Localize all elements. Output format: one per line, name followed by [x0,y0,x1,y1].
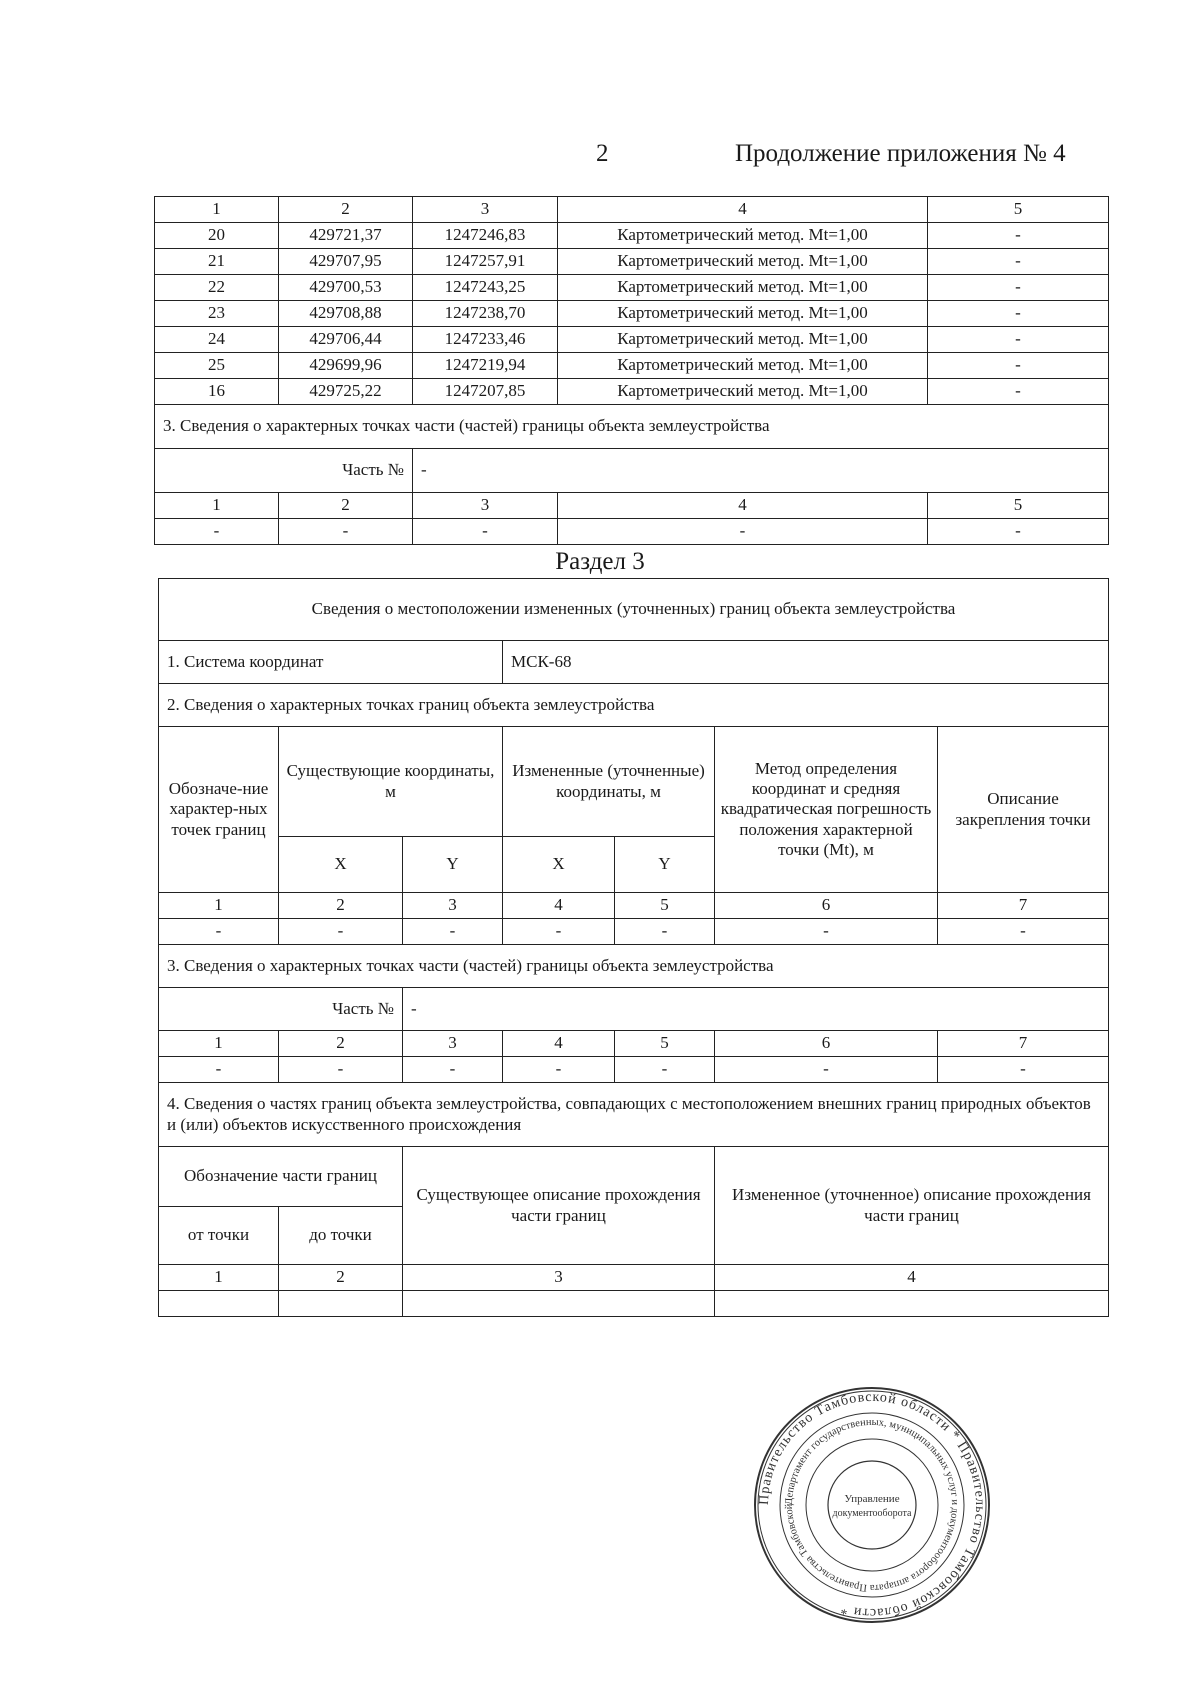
page-number: 2 [596,140,609,167]
part-label: Часть № [155,449,413,493]
point-id: 23 [155,301,279,327]
section-title-row [155,405,1109,449]
table-cell: - [413,519,558,545]
table-header-row [155,197,1109,223]
part-row [159,988,1109,1031]
table-cell: - [615,919,715,945]
col-number: 2 [279,1265,403,1291]
table-row [155,327,1109,353]
table-cell: - [279,919,403,945]
table-row [155,275,1109,301]
col-number: 4 [558,493,928,519]
col-number: 3 [403,893,503,919]
seal-graphic [752,1385,992,1625]
col-number: 5 [928,197,1109,223]
table-cell: - [403,919,503,945]
table-row [155,353,1109,379]
part-value: - [413,449,1109,493]
coord-x: 429699,96 [279,353,413,379]
coord-y: 1247233,46 [413,327,558,353]
table-row [155,519,1109,545]
table-header-row [155,493,1109,519]
point-id: 24 [155,327,279,353]
natural-title: 4. Сведения о частях границ объекта землеустройства, совпадающих с местоположением внешних границ природных объектов и (или) объектов искусственного происхождения [159,1083,1109,1147]
col-number: 4 [503,893,615,919]
col-number: 3 [413,493,558,519]
coord-y: 1247238,70 [413,301,558,327]
table-cell: - [503,919,615,945]
method: Картометрический метод. Mt=1,00 [558,327,928,353]
seal-center-line1: Управление [844,1493,900,1505]
col-number-row [159,1031,1109,1057]
method: Картометрический метод. Mt=1,00 [558,353,928,379]
coord-system-value: МСК-68 [503,641,1109,684]
col-number: 7 [938,893,1109,919]
table-cell: - [928,519,1109,545]
table-cell: - [938,1057,1109,1083]
description: - [928,249,1109,275]
table-cell: - [159,919,279,945]
section-title: Сведения о местоположении измененных (уточненных) границ объекта землеустройства [159,579,1109,641]
method-header: Метод определения координат и средняя квадратическая погрешность положения характерной точки (Mt), м [715,727,938,893]
coord-x: 429721,37 [279,223,413,249]
table-row [159,919,1109,945]
coord-x: 429708,88 [279,301,413,327]
col-number: 1 [159,893,279,919]
method: Картометрический метод. Mt=1,00 [558,275,928,301]
seal-center-line2: документооборота [832,1508,912,1519]
method: Картометрический метод. Mt=1,00 [558,223,928,249]
col-number: 5 [615,1031,715,1057]
point-id: 21 [155,249,279,275]
coord-x: 429707,95 [279,249,413,275]
table-cell: - [279,519,413,545]
coord-system-label: 1. Система координат [159,641,503,684]
col-number: 4 [503,1031,615,1057]
section-title-row [159,579,1109,641]
table-cell: - [155,519,279,545]
table-row [159,1057,1109,1083]
section3-table [158,578,1109,1317]
table-cell: - [715,1057,938,1083]
col-number: 7 [938,1031,1109,1057]
table-cell: - [715,919,938,945]
x-header: X [279,837,403,893]
y-header: Y [615,837,715,893]
coord-x: 429700,53 [279,275,413,301]
col-number: 1 [155,493,279,519]
changed-description-header: Измененное (уточненное) описание прохождения части границ [715,1147,1109,1265]
table-row [155,301,1109,327]
description-header: Описание закрепления точки [938,727,1109,893]
y-header: Y [403,837,503,893]
col-number-row [159,1265,1109,1291]
coord-y: 1247246,83 [413,223,558,249]
table-cell: - [403,1057,503,1083]
table-row [155,223,1109,249]
table-cell: - [503,1057,615,1083]
existing-coords-header: Существующие координаты, м [279,727,503,837]
section-title: 3. Сведения о характерных точках части (частей) границы объекта землеустройства [155,405,1109,449]
table-cell [403,1291,715,1317]
point-id: 16 [155,379,279,405]
description: - [928,353,1109,379]
table-cell [715,1291,1109,1317]
header-row [159,727,1109,837]
method: Картометрический метод. Mt=1,00 [558,249,928,275]
official-seal [752,1385,992,1625]
part-label: Часть № [159,988,403,1031]
description: - [928,327,1109,353]
col-number: 1 [159,1031,279,1057]
description: - [928,223,1109,249]
parts-title-row [159,945,1109,988]
col-number: 3 [413,197,558,223]
seal-outer-text: Правительство Тамбовской области * Правительство Тамбовской области * [756,1389,988,1621]
points-table-continued [154,196,1109,545]
col-number: 6 [715,1031,938,1057]
description: - [928,379,1109,405]
section-heading: Раздел 3 [555,548,645,575]
point-id: 22 [155,275,279,301]
table-cell: - [938,919,1109,945]
col-number-row [159,893,1109,919]
coord-system-row [159,641,1109,684]
coord-x: 429706,44 [279,327,413,353]
method: Картометрический метод. Mt=1,00 [558,379,928,405]
to-point-header: до точки [279,1207,403,1265]
table-cell [159,1291,279,1317]
designation-header: Обозначе-ние характер-ных точек границ [159,727,279,893]
table-cell: - [558,519,928,545]
point-id: 20 [155,223,279,249]
table-row [155,249,1109,275]
x-header: X [503,837,615,893]
point-id: 25 [155,353,279,379]
col-number: 1 [159,1265,279,1291]
method: Картометрический метод. Mt=1,00 [558,301,928,327]
table-cell: - [279,1057,403,1083]
points-title: 2. Сведения о характерных точках границ объекта землеустройства [159,684,1109,727]
coord-y: 1247257,91 [413,249,558,275]
col-number: 5 [615,893,715,919]
col-number: 2 [279,493,413,519]
points-title-row [159,684,1109,727]
part-row [155,449,1109,493]
part-designation-header: Обозначение части границ [159,1147,403,1207]
from-point-header: от точки [159,1207,279,1265]
table-cell: - [615,1057,715,1083]
natural-header-row [159,1147,1109,1207]
col-number: 4 [558,197,928,223]
col-number: 2 [279,893,403,919]
col-number: 2 [279,197,413,223]
table-row [159,1291,1109,1317]
seal-inner-text: Департамент государственных, муниципальных услуг и документооборота аппарата Правительства Тамбовской [783,1416,961,1594]
table-row [155,379,1109,405]
col-number: 4 [715,1265,1109,1291]
natural-title-row [159,1083,1109,1147]
coord-x: 429725,22 [279,379,413,405]
col-number: 2 [279,1031,403,1057]
col-number: 1 [155,197,279,223]
part-value: - [403,988,1109,1031]
continuation-title: Продолжение приложения № 4 [735,140,1066,167]
col-number: 5 [928,493,1109,519]
coord-y: 1247243,25 [413,275,558,301]
existing-description-header: Существующее описание прохождения части границ [403,1147,715,1265]
col-number: 3 [403,1265,715,1291]
table-cell [279,1291,403,1317]
coord-y: 1247207,85 [413,379,558,405]
description: - [928,275,1109,301]
table-cell: - [159,1057,279,1083]
col-number: 3 [403,1031,503,1057]
parts-title: 3. Сведения о характерных точках части (частей) границы объекта землеустройства [159,945,1109,988]
col-number: 6 [715,893,938,919]
changed-coords-header: Измененные (уточненные) координаты, м [503,727,715,837]
description: - [928,301,1109,327]
coord-y: 1247219,94 [413,353,558,379]
